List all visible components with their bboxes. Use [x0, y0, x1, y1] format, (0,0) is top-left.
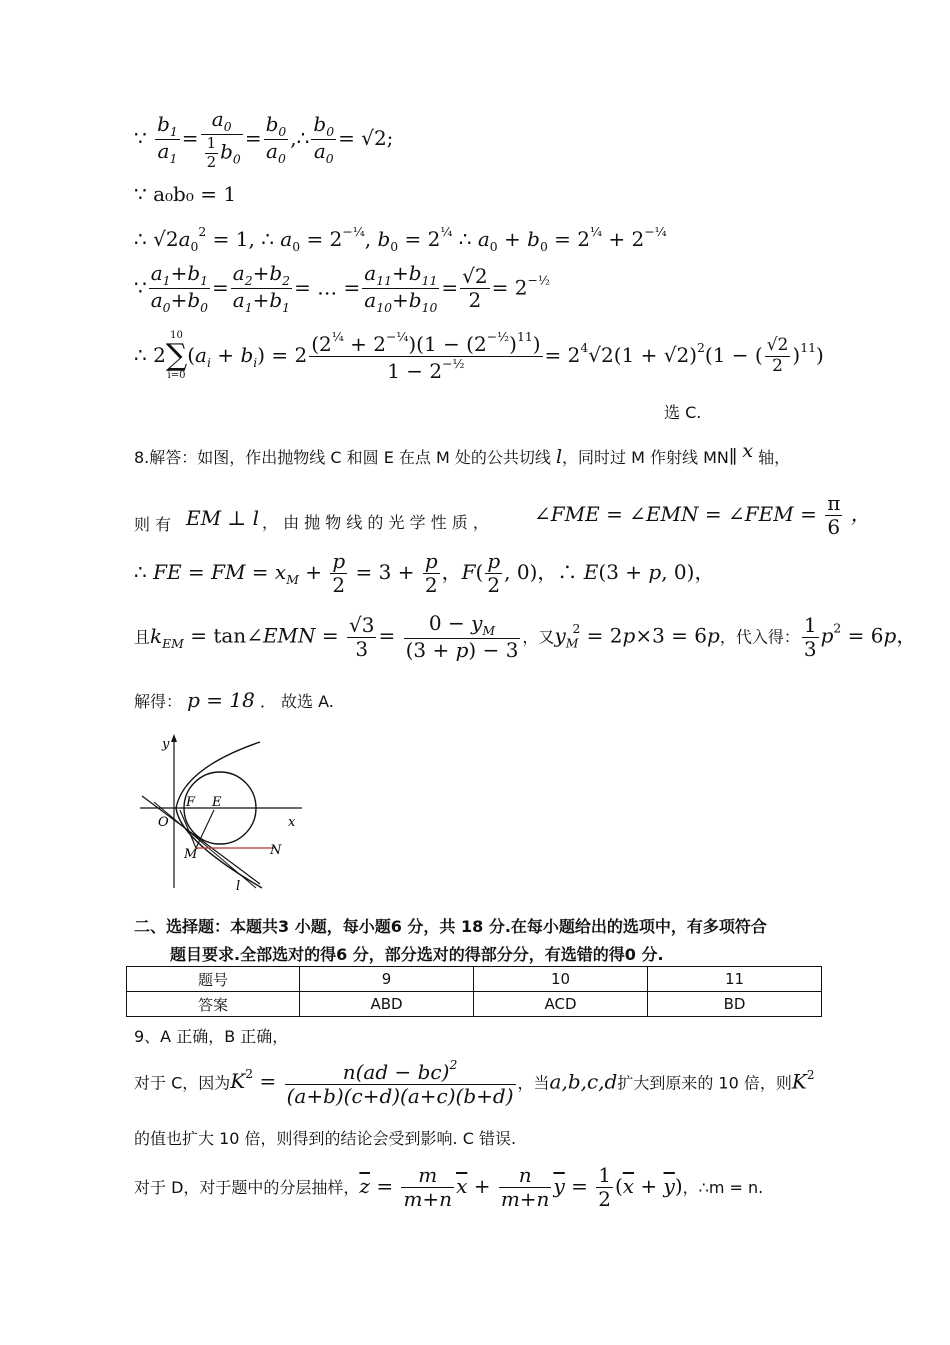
answer-table	[126, 966, 822, 1017]
q8-line4-pre: 且	[134, 627, 151, 647]
q8-line-5	[134, 688, 334, 712]
tangent-line-l	[142, 796, 260, 884]
table-cell: 答案	[127, 992, 300, 1017]
q9-vars: a,b,c,d	[549, 1069, 618, 1094]
table-row	[127, 992, 822, 1017]
fraction: $\frac{a_{11}+b_{11}}{a_{10}+b_{10}}$	[364, 261, 438, 316]
segment-FM	[180, 810, 196, 848]
because-symbol: ∵	[134, 125, 147, 150]
x-axis-label-text: x	[742, 440, 754, 462]
label-N: N	[270, 843, 282, 858]
parabola	[176, 742, 262, 888]
label-x: x	[288, 815, 296, 830]
label-M: M	[184, 847, 198, 862]
parabola-circle-figure	[134, 730, 314, 895]
fraction: $\frac{b_0}{a_0}$	[265, 111, 287, 166]
label-l: l	[236, 879, 241, 894]
q8-intro-text: 8.解答：如图，作出抛物线 C 和圆 E 在点 M 处的公共切线	[134, 448, 551, 467]
table-cell: ACD	[474, 992, 648, 1017]
equation-line-2: ∵ a₀b₀ = 1	[134, 182, 237, 206]
equation-line-3: ∴ $√2a_0^2 = 1$, ∴ $a_0 = 2^{-\frac{1}{4}}$, $b_0 = 2^{\frac{1}{4}}$ ∴ $a_0 + b_0 = 2^{\frac{1}{4}} + 2^{-\frac{1}{4}}$	[134, 224, 667, 254]
summation: 10 ∑ i=0	[165, 330, 188, 382]
q9-line2-post: 扩大到原来的 10 倍，则	[617, 1073, 792, 1093]
equation-line-5: ∴ 2 10 ∑ i=0 $(a_i + b_i) = 2$ $\frac{(2^{\frac{1}{4}} + 2^{-\frac{1}{4}})(1 - (2^{-\frac{1}{2}})^{11})}{1 - 2^{-\frac{1}{2}}}$ = $2^4√2(1 + √2)^2(1$ − ( $\frac{√2}{2}$ )$^{11}$)	[134, 329, 824, 383]
fraction: $\frac{√2}{2}$	[462, 264, 488, 313]
q9-line4-pre: 对于 D，对于题中的分层抽样，	[134, 1178, 360, 1197]
q8-line5-post: ． 故选 A.	[259, 692, 334, 711]
table-cell: 9	[300, 967, 474, 992]
q8-line4-mid1: ，又	[522, 627, 555, 647]
y-axis-arrow	[171, 734, 177, 742]
label-F: F	[186, 795, 196, 810]
tangent-line-label: l	[555, 446, 563, 468]
q8-line2-mid: ， 由 抛 物 线 的 光 学 性 质 ，	[262, 513, 489, 532]
q9-line-2: 对于 C，因为$K^2$ = $\frac{n(ad - bc)^2}{(a+b)(c+d)(a+c)(b+d)}$ ，当a,b,c,d扩大到原来的 10 倍，则$K^2$	[134, 1057, 815, 1108]
q8-line5-pre: 解得：	[134, 692, 183, 711]
q9-line2-pre: 对于 C，因为	[134, 1073, 231, 1093]
label-O: O	[158, 815, 169, 830]
therefore-symbol: ,∴	[290, 125, 310, 150]
fraction: $\frac{(2^{\frac{1}{4}} + 2^{-\frac{1}{4}})(1 - (2^{-\frac{1}{2}})^{11})}{1 - 2^{-\frac{1}{2}}}$	[311, 329, 541, 383]
choose-c-text: 选 C.	[664, 403, 702, 422]
answer-p: p = 18	[187, 688, 255, 712]
q9-line-4: 对于 D，对于题中的分层抽样，$\overline{z}$ = $\frac{m}{m+n}$ $\overline{x}$ + $\frac{n}{m+n}$ $\overline{y}$ = $\frac{1}{2}$ $(\overline{x} + \overline{y})$，∴m = n.	[134, 1163, 764, 1211]
section2-heading-2: 题目要求.全部选对的得6 分，部分选对的得部分分，有选错的得0 分.	[170, 945, 664, 964]
q8-intro-rest: ，同时过 M 作射线 MN	[562, 448, 729, 467]
equation-line-1: ∵ $\frac{b_1}{a_1}$ = $a_0$ $\frac{1}{2}$ $b_0$ = $\frac{b_0}{a_0}$ ,∴ $\frac{b_0}{a_0}$ = √2;	[134, 107, 394, 171]
q8-intro-end: 轴，	[758, 448, 791, 467]
q8-line-4: 且$k_{EM}$ = tan∠EMN = $\frac{√3}{3}$ = $\frac{0 - y_M}{(3 + p) - 3}$ ，又$y_M^2 = 2p\times 3 = 6p$，代入得： $\frac{1}{3}$ $p^2 = 6p$，	[134, 611, 917, 663]
fraction: $\frac{b_0}{a_0}$	[313, 111, 335, 166]
table-cell: 题号	[127, 967, 300, 992]
tangent-line-2	[154, 802, 256, 888]
table-row	[127, 967, 822, 992]
section2-heading-1: 二、选择题：本题共3 小题，每小题6 分，共 18 分.在每小题给出的选项中，有多项符合	[134, 917, 767, 936]
table-cell: 11	[648, 967, 822, 992]
table-cell: 10	[474, 967, 648, 992]
equation-line-4: ∵ $\frac{a_1+b_1}{a_0+b_0}$ = $\frac{a_2+b_2}{a_1+b_1}$ = … = $\frac{a_{11}+b_{11}}{a_{10}+b_{10}}$ = $\frac{√2}{2}$ = $2^{-\frac{1}{2}}$	[134, 261, 550, 316]
fraction: $\frac{b_1}{a_1}$	[157, 111, 178, 166]
q9-line-3: 的值也扩大 10 倍，则得到的结论会受到影响. C 错误.	[134, 1129, 517, 1148]
fraction: $a_0$ $\frac{1}{2}$ $b_0$	[201, 108, 243, 171]
label-y: y	[162, 737, 170, 752]
table-cell: BD	[648, 992, 822, 1017]
fraction: $\frac{a_2+b_2}{a_1+b_1}$	[232, 261, 291, 316]
table-cell: ABD	[300, 992, 474, 1017]
q8-line4-mid2: ，代入得：	[719, 627, 800, 647]
q8-line-3: ∴ FE = FM = $x_M$ + $\frac{p}{2}$ = 3 + $\frac{p}{2}$ ，F( $\frac{p}{2}$ , 0)，∴ E(3 + p, 0)，	[134, 549, 715, 597]
q8-line2-pre: 则 有	[134, 515, 172, 534]
q9-line-1: 9、A 正确，B 正确，	[134, 1027, 289, 1046]
fraction: $\frac{a_1+b_1}{a_0+b_0}$	[150, 261, 209, 316]
q8-intro: 8.解答：如图，作出抛物线 C 和圆 E 在点 M 处的公共切线 l，同时过 M 作射线 MN∥ x 轴，	[134, 440, 791, 468]
q9-line2-mid: ，当	[517, 1073, 550, 1093]
label-E: E	[212, 795, 222, 810]
q9-line4-post: ，∴m = n.	[682, 1178, 764, 1197]
